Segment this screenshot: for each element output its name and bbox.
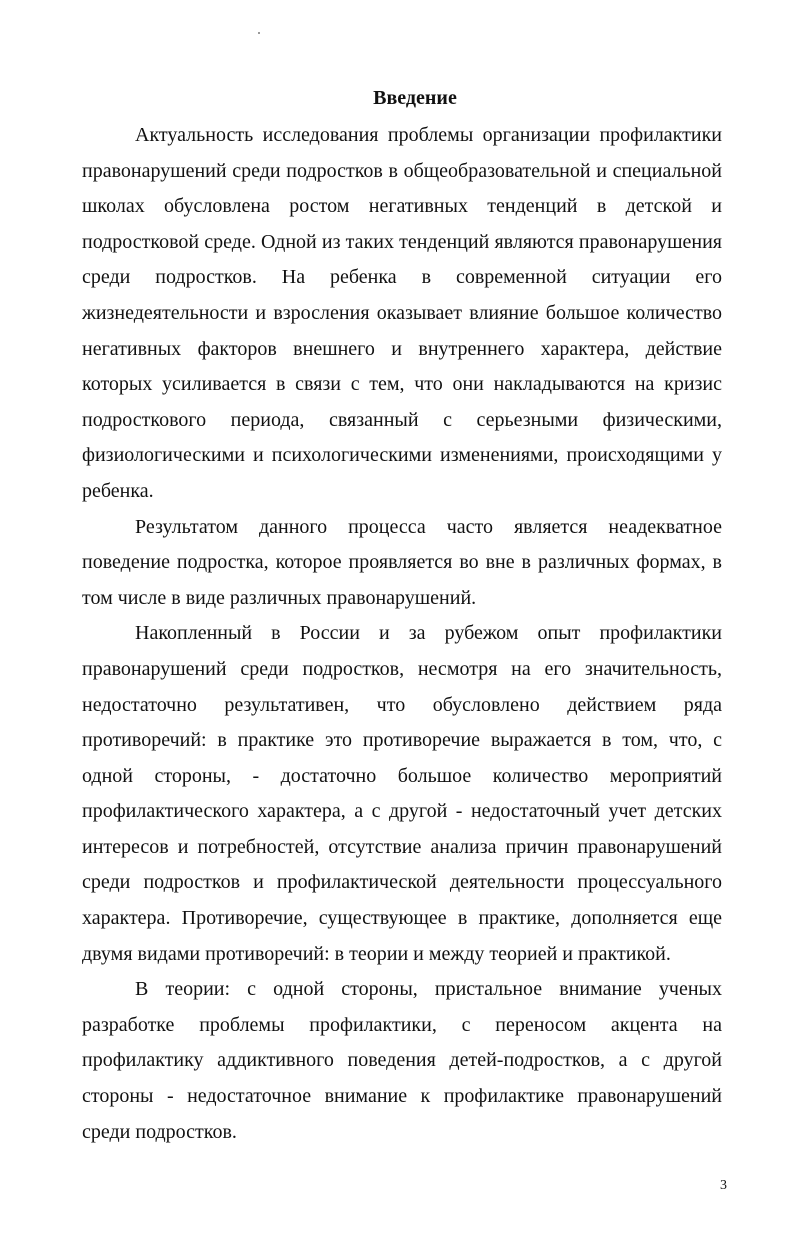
paragraph-4: В теории: с одной стороны, пристальное внимание ученых разработке проблемы профилактики, с переносом акцента на профилактику аддиктивного поведения детей-подростков, а с другой стороны - недостаточное внимание к профилактике правонарушений среди подростков. — [82, 978, 722, 1143]
section-heading: Введение — [373, 87, 457, 109]
paragraph-1: Актуальность исследования проблемы организации профилактики правонарушений среди подростков в общеобразовательной и специальной школах обусловлена ростом негативных тенденций в детской и подростковой среде. Одной из таких тенденций являются правонарушения среди подростков. На ребенка в современной ситуации его жизнедеятельности и взросления оказывает влияние большое количество негативных факторов внешнего и внутреннего характера, действие которых усиливается в связи с тем, что они накладываются на кризис подросткового периода, связанный с серьезными физическими, физиологическими и психологическими изменениями, происходящими у ребенка. — [82, 124, 722, 502]
scan-speck — [258, 32, 260, 34]
body-text — [82, 118, 722, 1150]
paragraph-2: Результатом данного процесса часто является неадекватное поведение подростка, которое проявляется во вне в различных формах, в том числе в виде различных правонарушений. — [82, 515, 722, 609]
page-number: 3 — [720, 1178, 727, 1193]
paragraph-3: Накопленный в России и за рубежом опыт профилактики правонарушений среди подростков, несмотря на его значительность, недостаточно результативен, что обусловлено действием ряда противоречий: в практике это противоречие выражается в том, что, с одной стороны, - достаточно большое количество мероприятий профилактического характера, а с другой - недостаточный учет детских интересов и потребностей, отсутствие анализа причин правонарушений среди подростков и профилактической деятельности процессуального характера. Противоречие, существующее в практике, дополняется еще двумя видами противоречий: в теории и между теорией и практикой. — [82, 622, 722, 965]
